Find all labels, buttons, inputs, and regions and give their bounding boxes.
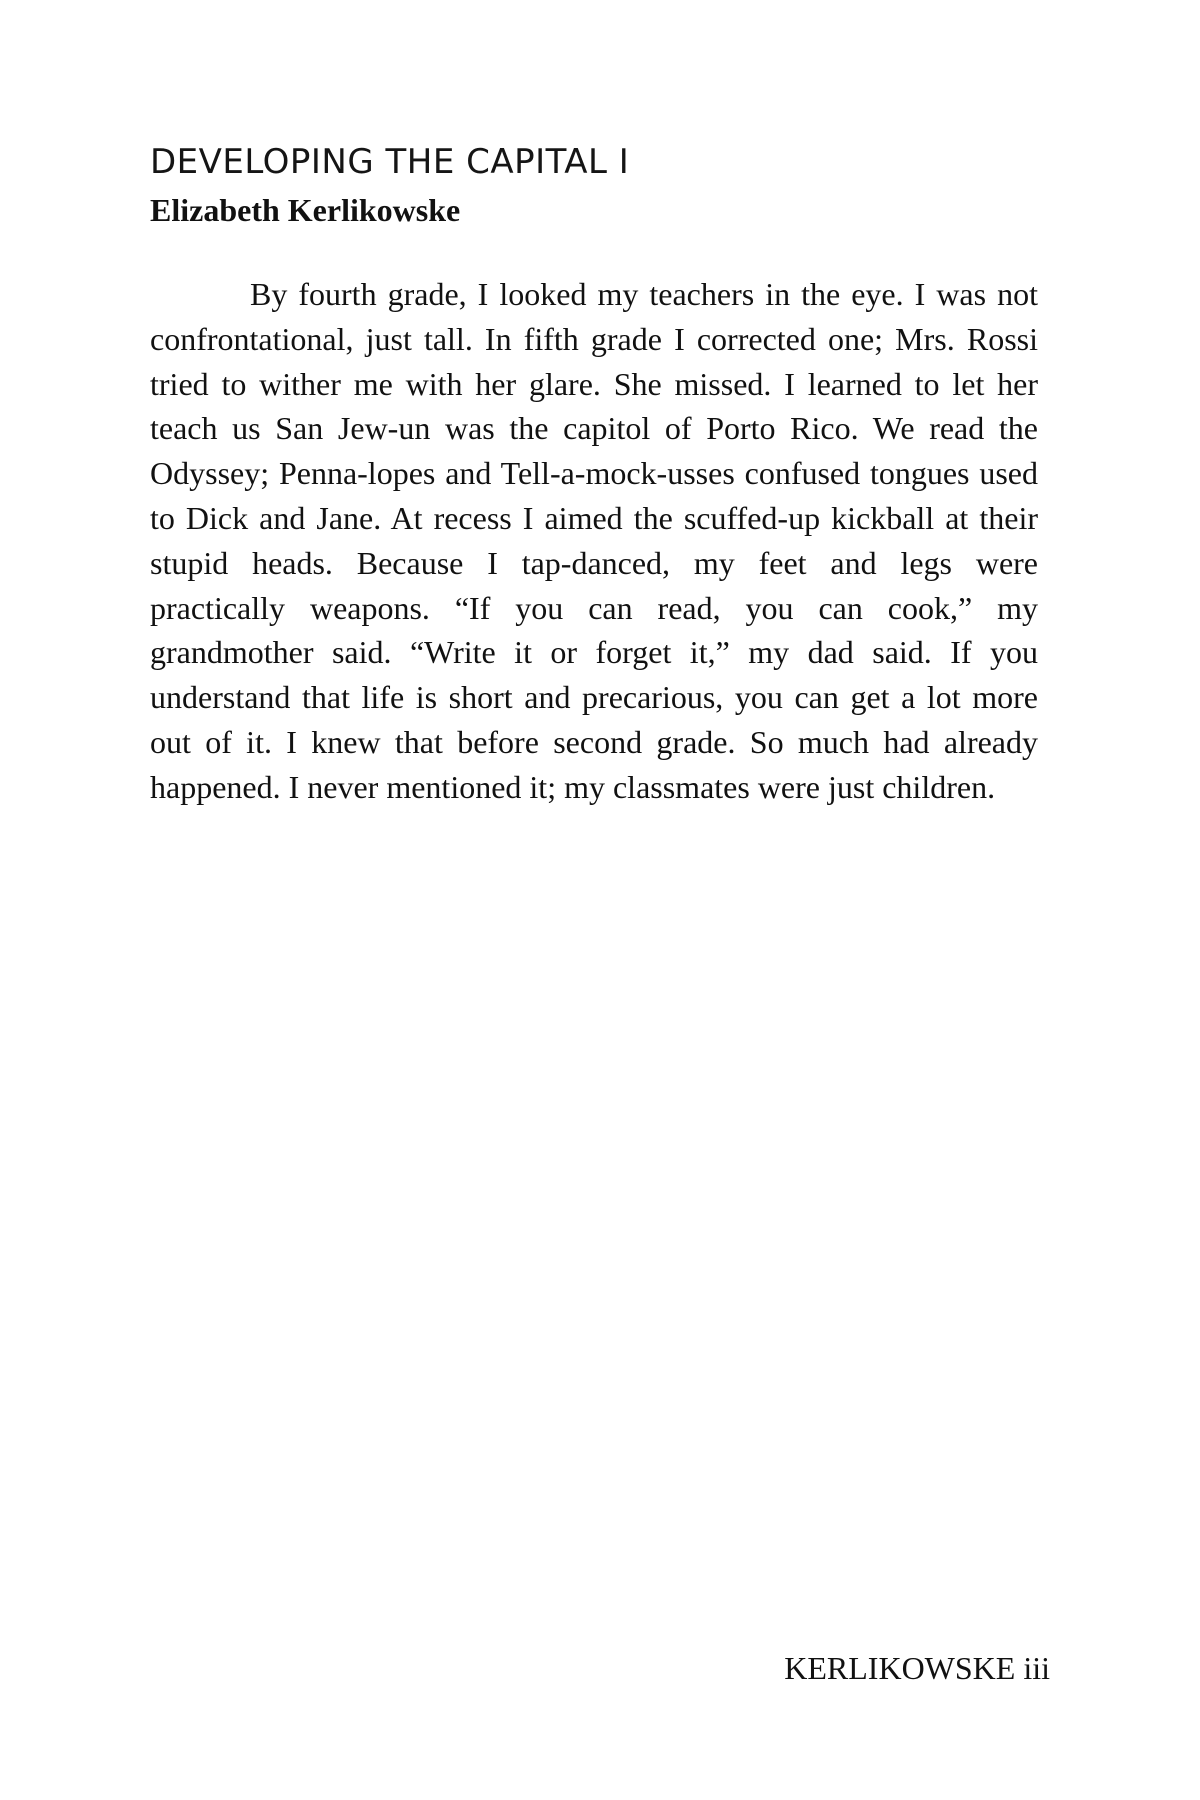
page-footer-running-head: KERLIKOWSKE iii [784, 1650, 1050, 1686]
author-name: Elizabeth Kerlikowske [150, 192, 461, 228]
essay-body: By fourth grade, I looked my teachers in the eye. I was not confrontational, just tall. In fifth grade I corrected one; Mrs. Rossi tried to wither me with her glare. She missed. I learned to let her teach us San Jew-un was the capitol of Porto Rico. We read the Odyssey; Penna-lopes and Tell-a-mock-usses confused tongues used to Dick and Jane. At recess I aimed the scuffed-up kickball at their stupid heads. Because I tap-danced, my feet and legs were practically weapons. “If you can read, you can cook,” my grandmother said. “Write it or forget it,” my dad said. If you understand that life is short and precarious, you can get a lot more out of it. I knew that before second grade. So much had already happened. I never mentioned it; my classmates were just children. [150, 276, 1038, 805]
essay-title: DEVELOPING THE CAPITAL I [150, 142, 630, 182]
